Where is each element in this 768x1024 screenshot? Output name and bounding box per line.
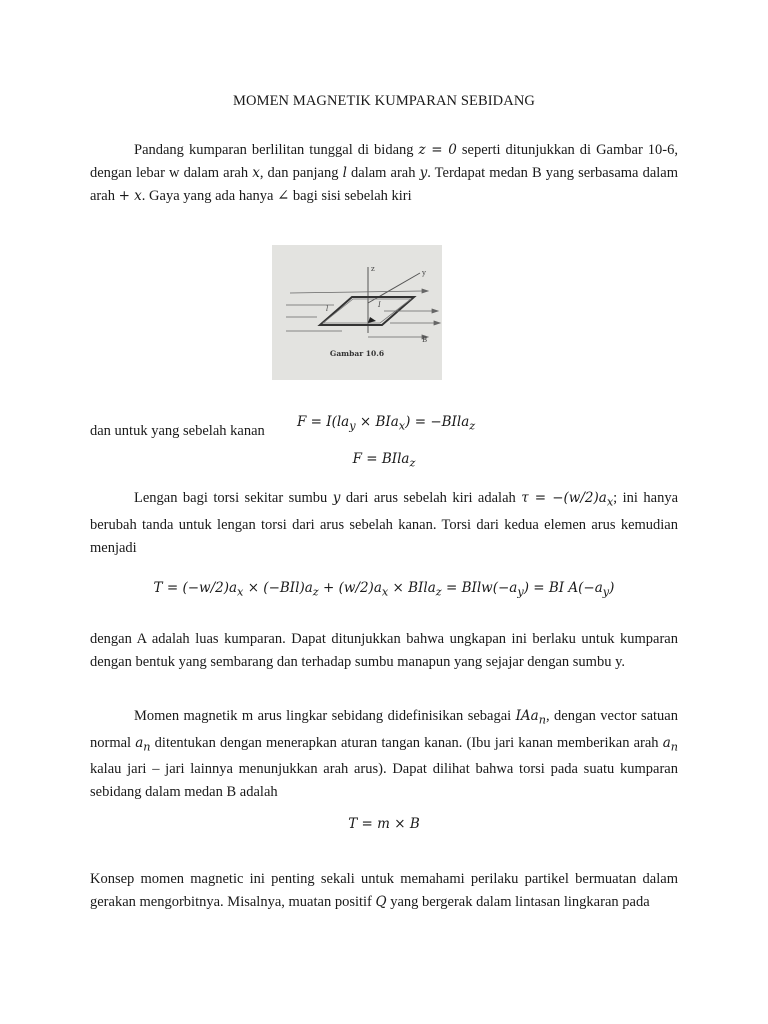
math-inline: y bbox=[332, 490, 341, 506]
text: dari arus sebelah kiri adalah bbox=[340, 490, 522, 506]
math-inline: $a_n$ bbox=[662, 734, 679, 754]
math-inline: Q bbox=[375, 894, 387, 910]
figure-caption: Gambar 10.6 bbox=[329, 349, 385, 358]
math-inline-tau: $\tau = -(w/2)a_x$ bbox=[521, 490, 614, 509]
equation-moment-torque: T = m × B bbox=[348, 816, 420, 832]
math-inline: z = 0 bbox=[418, 142, 457, 158]
equation-force-right: F = BIla$_z$ bbox=[352, 451, 416, 470]
paragraph-area: dengan A adalah luas kumparan. Dapat ditunjukkan bahwa ungkapan ini berlaku untuk kumparan dengan bentuk yang sembarang dan terhadap sumbu manapun yang sejajar dengan sumbu y. bbox=[90, 631, 678, 670]
text: yang bergerak dalam lintasan lingkaran pada bbox=[386, 894, 650, 910]
text: Momen magnetik m arus lingkar sebidang didefinisikan sebagai bbox=[134, 708, 516, 724]
math-inline: $a_n$ bbox=[135, 734, 151, 754]
text: dalam arah bbox=[346, 165, 420, 181]
text: , dengan vector satuan normal bbox=[90, 708, 678, 751]
text: , dan panjang bbox=[259, 165, 343, 181]
text: seperti ditunjukkan di Gambar 10-6, dengan lebar w dalam arah bbox=[90, 142, 678, 181]
paragraph-magnetic-moment bbox=[90, 705, 678, 804]
figure-coil-diagram bbox=[272, 245, 442, 380]
coil-diagram-image bbox=[272, 245, 442, 380]
document-page: MOMEN MAGNETIK KUMPARAN SEBIDANG Pandang kumparan berlilitan tunggal di bidang z = 0 seperti ditunjukkan di Gambar 10-6, dengan lebar w dalam arah x, dan panjang l dalam arah y. Terdapat medan B yang serbasama dalam arah + x. Gaya yang ada hanya ∠ bagi sisi sebelah kiri z y l I B Gambar 10.6 dan untuk yang sebelah kanan $F = I(la_y \times BIa_x)$ = −BIla$_z$ F = BIla$_z$ Lengan bagi torsi sekitar sumbu y dari arus sebelah kiri adalah $\tau = -(w/2)a_x$; ini hanya berubah tanda untuk lengan torsi dari arus sebelah kanan. Torsi dari kedua elemen arus kemudian menjadi $T = (-w/2)a_x \times (-BIl)a_z + (w/2)a_x$ × BIla$_z$ = $BIlw(-a_y)$ = BI $A(-a_y)$ dengan A adalah luas kumparan. Dapat ditunjukkan bahwa ungkapan ini berlaku untuk kumparan dengan bentuk yang sembarang dan terhadap sumbu manapun yang sejajar dengan sumbu y. Momen magnetik m arus lingkar sebidang didefinisikan sebagai IAa$_n$, dengan vector satuan normal $a_n$ ditentukan dengan menerapkan aturan tangan kanan. (Ibu jari kanan memberikan arah $a_n$ kalau jari – jari lainnya menunjukkan arah arus). Dapat dilihat bahwa torsi pada suatu kumparan sebidang dalam medan B adalah T = m × B Konsep momen magnetic ini penting sekali untuk memahami perilaku partikel bermuatan dalam gerakan mengorbitnya. Misalnya, muatan positif Q yang bergerak dalam lintasan lingkaran pada bbox=[0, 0, 768, 1024]
math-inline: IAa$_n$ bbox=[515, 708, 546, 727]
page-title: MOMEN MAGNETIK KUMPARAN SEBIDANG bbox=[233, 93, 535, 109]
text: ; ini hanya berubah tanda untuk lengan torsi dari arus sebelah kanan. Torsi dari kedua elemen arus kemudian menjadi bbox=[90, 490, 679, 556]
math-inline: + x bbox=[118, 188, 142, 204]
text: Lengan bagi torsi sekitar sumbu bbox=[134, 490, 333, 506]
text: ditentukan dengan menerapkan aturan tangan kanan. (Ibu jari kanan memberikan arah bbox=[150, 734, 663, 751]
label-l: l bbox=[326, 305, 329, 313]
axis-y-label: y bbox=[422, 269, 426, 277]
text: . Gaya yang ada hanya ∠ bagi sisi sebelah kiri bbox=[141, 188, 412, 204]
paragraph-intro bbox=[90, 139, 678, 208]
math-inline: x bbox=[252, 165, 260, 181]
text: . Terdapat medan B yang serbasama dalam arah bbox=[90, 165, 678, 204]
axis-z-label: z bbox=[371, 265, 375, 273]
math-inline: l bbox=[342, 165, 347, 181]
eq-right-label: dan untuk yang sebelah kanan bbox=[90, 423, 265, 439]
equation-torque: $T = (-w/2)a_x \times (-BIl)a_z + (w/2)a_x$ × BIla$_z$ = $BIlw(-a_y)$ = BI $A(-a_y)$ bbox=[153, 580, 615, 599]
text: Konsep momen magnetic ini penting sekali untuk memahami perilaku partikel bermuatan dalam gerakan mengorbitnya. Misalnya, muatan positif bbox=[90, 871, 678, 910]
math-inline: y bbox=[419, 165, 428, 181]
paragraph-torque-arm bbox=[90, 487, 678, 560]
text: kalau jari – jari lainnya menunjukkan arah arus). Dapat dilihat bahwa torsi pada suatu kumparan sebidang dalam medan B adalah bbox=[90, 761, 678, 801]
paragraph-concept bbox=[90, 868, 678, 914]
text: Pandang kumparan berlilitan tunggal di bidang bbox=[134, 142, 419, 158]
label-I: I bbox=[378, 301, 381, 309]
label-B: B bbox=[422, 336, 428, 344]
